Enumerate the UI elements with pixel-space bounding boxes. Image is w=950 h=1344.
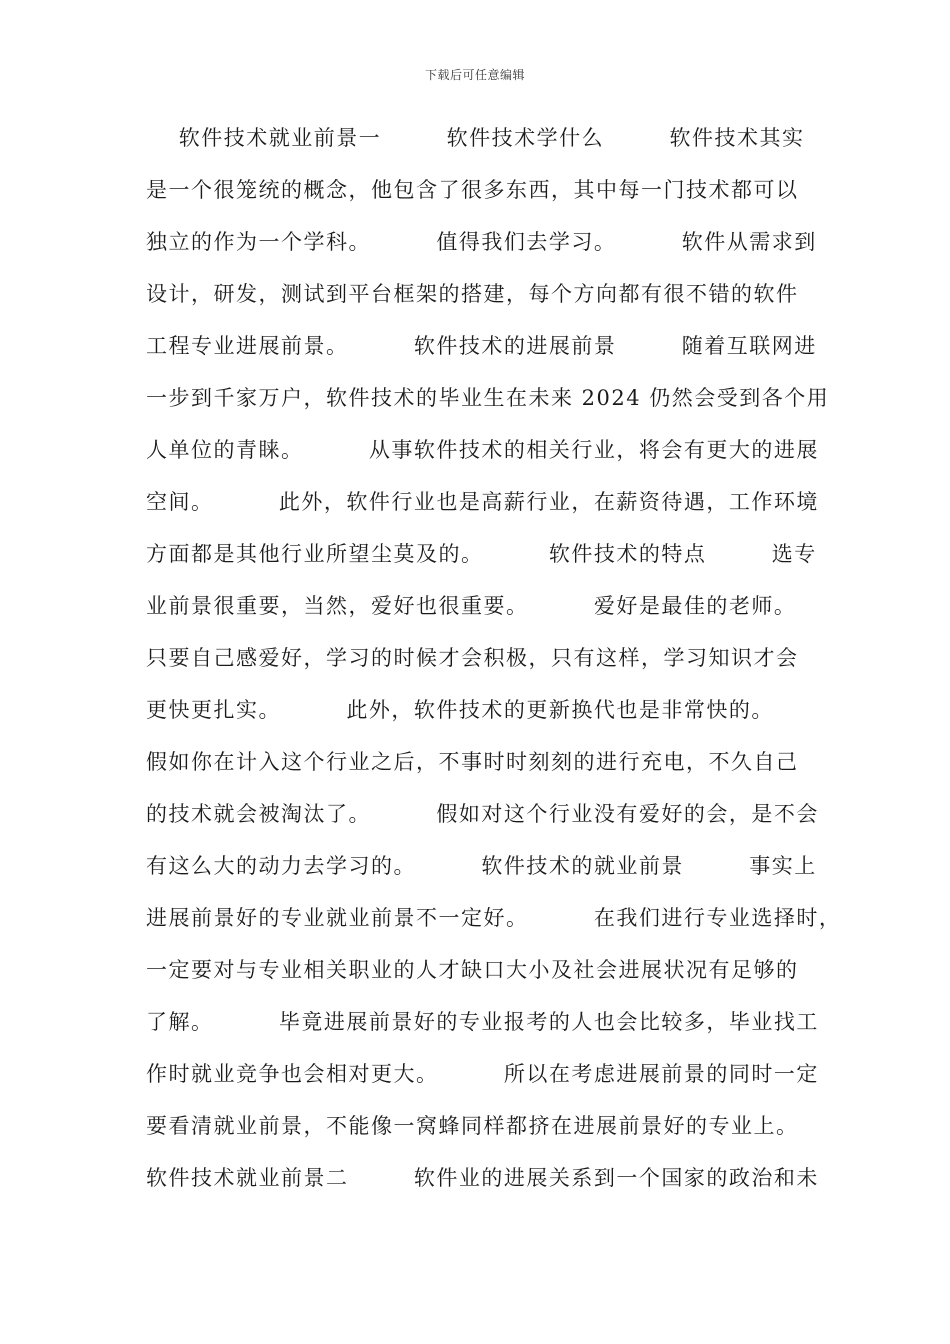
text-line: 设计，研发，测试到平台框架的搭建，每个方向都有很不错的软件: [146, 282, 799, 306]
text-line: 软件技术就业前景一 软件技术学什么 软件技术其实: [146, 126, 805, 150]
text-line: 假如你在计入这个行业之后，不事时时刻刻的进行充电，不久自己: [146, 750, 799, 774]
text-line: 作时就业竞争也会相对更大。 所以在考虑进展前景的同时一定: [146, 1062, 819, 1086]
text-line: 空间。 此外，软件行业也是高薪行业，在薪资待遇，工作环境: [146, 490, 819, 514]
text-line: 更快更扎实。 此外，软件技术的更新换代也是非常快的。: [146, 698, 774, 722]
text-line: 一定要对与专业相关职业的人才缺口大小及社会进展状况有足够的: [146, 958, 799, 982]
text-line: 了解。 毕竟进展前景好的专业报考的人也会比较多，毕业找工: [146, 1010, 819, 1034]
text-line: 工程专业进展前景。 软件技术的进展前景 随着互联网进: [146, 334, 817, 358]
text-line: 软件技术就业前景二 软件业的进展关系到一个国家的政治和未: [146, 1166, 819, 1190]
text-line: 有这么大的动力去学习的。 软件技术的就业前景 事实上: [146, 854, 817, 878]
text-line: 进展前景好的专业就业前景不一定好。 在我们进行专业选择时，: [146, 906, 842, 930]
text-line: 人单位的青睐。 从事软件技术的相关行业，将会有更大的进展: [146, 438, 819, 462]
text-line: 业前景很重要，当然，爱好也很重要。 爱好是最佳的老师。: [146, 594, 797, 618]
text-line: 的技术就会被淘汰了。 假如对这个行业没有爱好的会，是不会: [146, 802, 819, 826]
page-header: 下载后可任意编辑: [424, 68, 525, 82]
text-line: 一步到千家万户，软件技术的毕业生在未来 2024 仍然会受到各个用: [146, 386, 830, 410]
text-line: 是一个很笼统的概念，他包含了很多东西，其中每一门技术都可以: [146, 178, 799, 202]
text-line: 方面都是其他行业所望尘莫及的。 软件技术的特点 选专: [146, 542, 817, 566]
text-line: 要看清就业前景，不能像一窝蜂同样都挤在进展前景好的专业上。: [146, 1114, 799, 1138]
text-line: 独立的作为一个学科。 值得我们去学习。 软件从需求到: [146, 230, 817, 254]
text-line: 只要自己感爱好，学习的时候才会积极，只有这样，学习知识才会: [146, 646, 799, 670]
document-body: [146, 118, 842, 1210]
